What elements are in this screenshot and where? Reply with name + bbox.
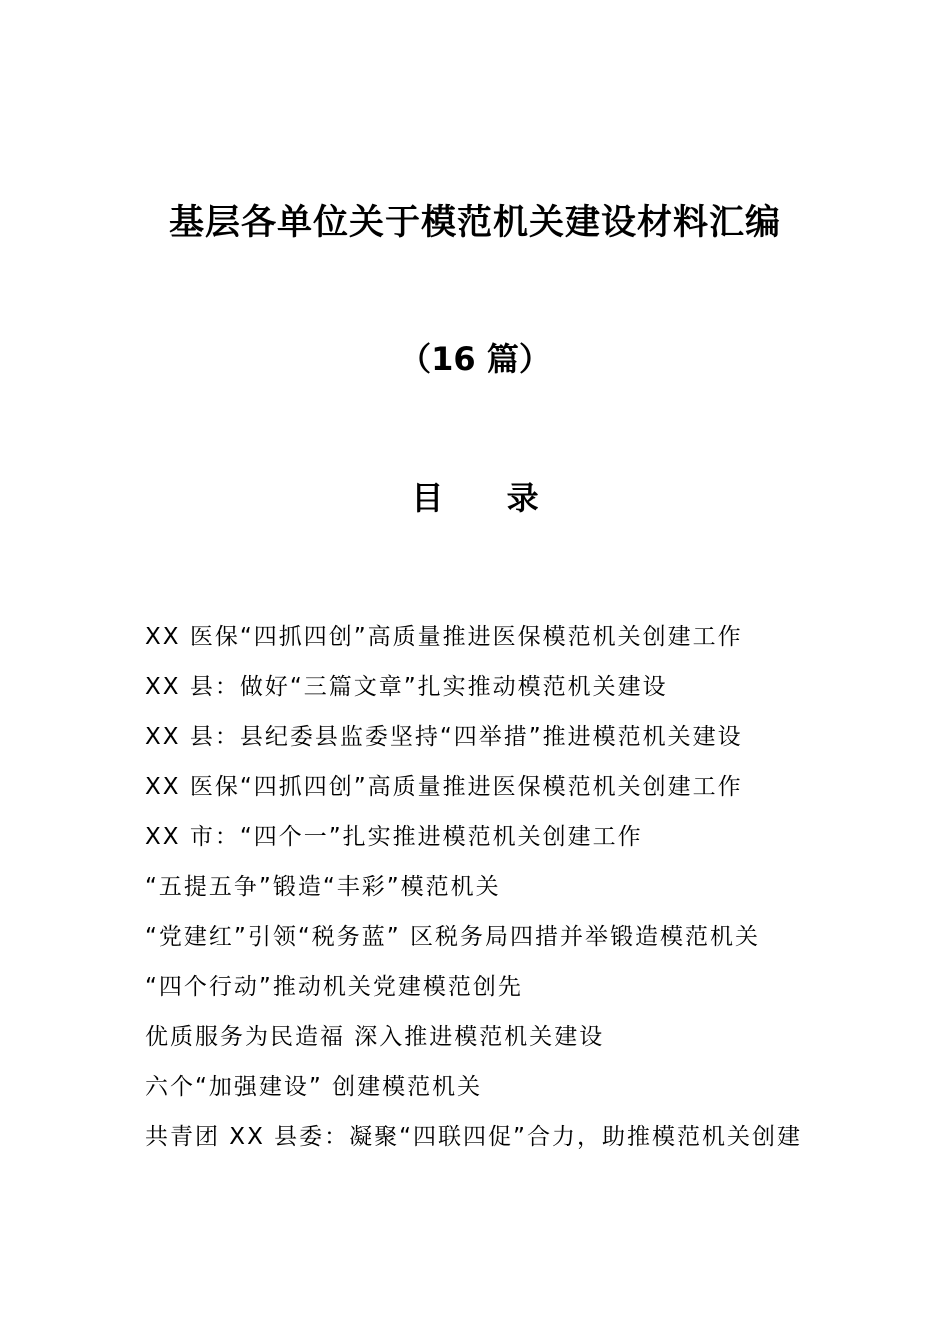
document-title: 基层各单位关于模范机关建设材料汇编	[168, 203, 781, 243]
toc-item[interactable]: 六个“加强建设” 创建模范机关	[145, 1074, 483, 1100]
toc-item[interactable]: “五提五争”锻造“丰彩”模范机关	[145, 874, 501, 900]
toc-item[interactable]: “党建红”引领“税务蓝” 区税务局四措并举锻造模范机关	[145, 924, 760, 950]
toc-item[interactable]: “四个行动”推动机关党建模范创先	[145, 974, 523, 1000]
document-subtitle: （16 篇）	[399, 340, 551, 378]
toc-heading: 目 录	[411, 479, 565, 517]
toc-item[interactable]: XX 县：做好“三篇文章”扎实推动模范机关建设	[145, 674, 668, 700]
table-of-contents	[145, 612, 815, 1162]
toc-item[interactable]: XX 医保“四抓四创”高质量推进医保模范机关创建工作	[145, 624, 743, 650]
toc-item[interactable]: 共青团 XX 县委：凝聚“四联四促”合力，助推模范机关创建	[145, 1124, 802, 1150]
toc-item[interactable]: XX 县：县纪委县监委坚持“四举措”推进模范机关建设	[145, 724, 743, 750]
toc-item[interactable]: XX 市：“四个一”扎实推进模范机关创建工作	[145, 824, 643, 850]
toc-item[interactable]: 优质服务为民造福 深入推进模范机关建设	[145, 1024, 605, 1050]
toc-item[interactable]: XX 医保“四抓四创”高质量推进医保模范机关创建工作	[145, 774, 743, 800]
